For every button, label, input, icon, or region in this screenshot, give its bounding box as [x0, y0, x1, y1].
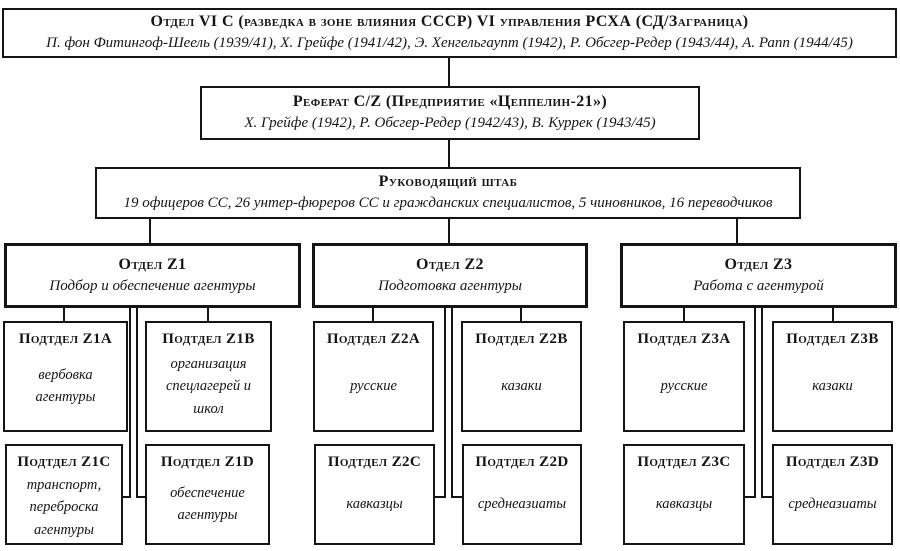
department-z2-title: Отдел Z2: [416, 255, 484, 273]
department-z3-title: Отдел Z3: [724, 255, 793, 273]
connector-z1-z1d-bend: [136, 496, 147, 498]
connector-z2-z2c-bend: [433, 496, 446, 498]
subdivision-box-z1b: [145, 321, 272, 432]
subdivision-z3c-title: Подтдел Z3C: [637, 454, 731, 470]
subdivision-z3a-function: русские: [660, 378, 708, 395]
subdivision-z1b-function: организация спецлагерей и школ: [165, 355, 252, 417]
staff-composition: 19 офицеров СС, 26 унтер-фюреров СС и гражданских специалистов, 5 чиновников, 16 переводчиков: [123, 195, 773, 212]
subdivision-z3d-function: среднеазиаты: [788, 496, 877, 513]
subdivision-z2a-function: русские: [350, 378, 397, 395]
subdivision-box-z2b: [461, 321, 582, 432]
subdivision-box-z2a: [313, 321, 434, 432]
subdivision-box-z3c: [623, 444, 745, 545]
connector-z2-z2a: [372, 308, 374, 322]
connector-z3-z3c-bend: [743, 496, 756, 498]
subdivision-z1c-function: транспорт, переброска агентуры: [26, 476, 102, 538]
subdivision-z2c-function: кавказцы: [346, 496, 403, 513]
subdivision-z3b-function: казаки: [812, 378, 853, 395]
subdivision-z3b-title: Подтдел Z3B: [786, 331, 879, 347]
subdivision-z1a-title: Подтдел Z1A: [18, 331, 113, 347]
connector-z3-z3b: [832, 308, 834, 322]
connector-root-referat: [448, 58, 450, 86]
subdivision-z3c-function: кавказцы: [655, 496, 713, 513]
department-z1-role: Подбор и обеспечение агентуры: [49, 277, 256, 294]
connector-z3-z3d-bend: [761, 496, 774, 498]
connector-staff-z1: [149, 218, 151, 244]
subdivision-box-z3d: [772, 444, 893, 545]
root-box: [2, 8, 897, 58]
connector-z3-trunk-left: [754, 308, 756, 498]
subdivision-z2b-title: Подтдел Z2B: [475, 331, 568, 347]
subdivision-box-z1d: [145, 444, 270, 545]
subdivision-box-z1a: [3, 321, 128, 432]
referat-title: Реферат C/Z (Предприятие «Цеппелин-21»): [292, 93, 608, 111]
staff-box: [95, 167, 801, 219]
department-box-z2: [312, 243, 588, 308]
connector-z1-trunk-right: [136, 308, 138, 498]
connector-z2-z2b: [520, 308, 522, 322]
department-z1-title: Отдел Z1: [118, 255, 187, 273]
subdivision-z1b-title: Подтдел Z1B: [162, 331, 255, 347]
root-names: П. фон Фитингоф-Шеель (1939/41), Х. Грейфе (1941/42), Э. Хенгельгаупт (1942), Р. Обсгер-Редер (1943/44), А. Рапп (1944/45): [46, 35, 853, 52]
connector-staff-z2: [448, 218, 450, 244]
subdivision-box-z3a: [623, 321, 745, 432]
subdivision-z3d-title: Подтдел Z3D: [785, 454, 880, 470]
subdivision-box-z2c: [314, 444, 435, 545]
root-title: Отдел VI C (разведка в зоне влияния СССР) VI управления РСХА (СД/Заграница): [150, 13, 749, 31]
referat-box: [200, 86, 700, 140]
connector-staff-z3: [736, 218, 738, 244]
connector-z2-z2d-bend: [451, 496, 464, 498]
subdivision-z2d-function: среднеазиаты: [477, 496, 567, 513]
connector-z3-z3a: [683, 308, 685, 322]
connector-z1-z1b: [207, 308, 209, 322]
subdivision-box-z2d: [462, 444, 582, 545]
subdivision-z2c-title: Подтдел Z2C: [327, 454, 422, 470]
referat-names: Х. Грейфе (1942), Р. Обсгер-Редер (1942/43), В. Куррек (1943/45): [244, 115, 656, 132]
subdivision-z1d-function: обеспечение агентуры: [170, 484, 245, 524]
subdivision-z1c-title: Подтдел Z1C: [17, 454, 111, 470]
staff-title: Руководящий штаб: [378, 173, 518, 191]
subdivision-z2b-function: казаки: [501, 378, 542, 395]
subdivision-z2d-title: Подтдел Z2D: [475, 454, 569, 470]
subdivision-z1a-function: вербовка агентуры: [35, 366, 96, 406]
department-z3-role: Работа с агентурой: [693, 277, 824, 294]
subdivision-z3a-title: Подтдел Z3A: [637, 331, 731, 347]
department-z2-role: Подготовка агентуры: [378, 277, 522, 294]
department-box-z3: [620, 243, 897, 308]
subdivision-box-z3b: [772, 321, 893, 432]
connector-z1-trunk-left: [129, 308, 131, 498]
connector-referat-staff: [448, 140, 450, 167]
connector-z3-trunk-right: [761, 308, 763, 498]
subdivision-z1d-title: Подтдел Z1D: [160, 454, 255, 470]
subdivision-z2a-title: Подтдел Z2A: [326, 331, 421, 347]
connector-z2-trunk-left: [444, 308, 446, 498]
connector-z2-trunk-right: [451, 308, 453, 498]
subdivision-box-z1c: [5, 444, 123, 545]
connector-z1-z1a: [63, 308, 65, 322]
department-box-z1: [4, 243, 301, 308]
connector-z1-z1c-bend: [121, 496, 131, 498]
